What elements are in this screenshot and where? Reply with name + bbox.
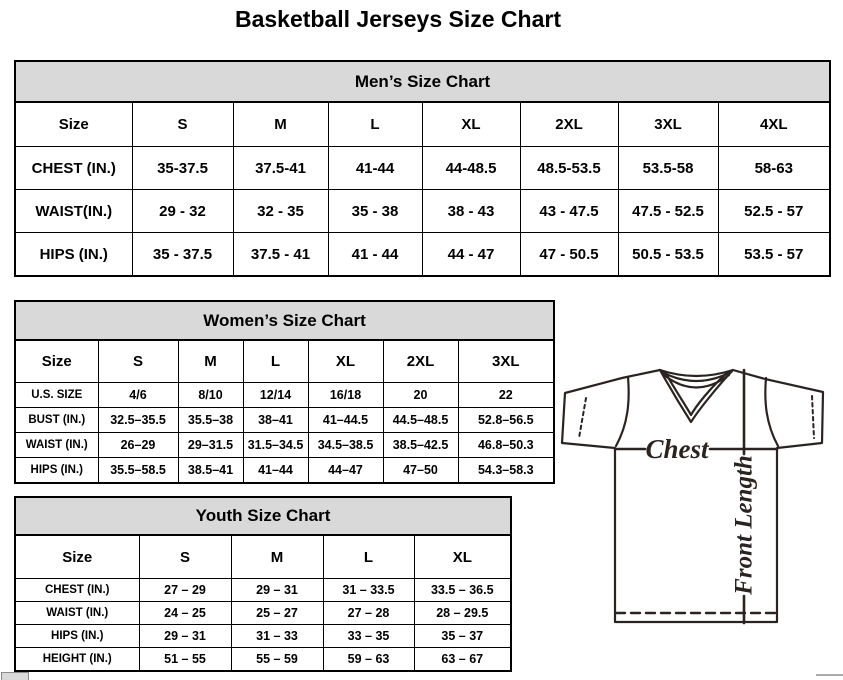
womens-value-cell: 46.8–50.3 xyxy=(458,433,554,458)
womens-table-caption: Women’s Size Chart xyxy=(15,301,554,340)
womens-value-cell: 41–44.5 xyxy=(308,408,383,433)
womens-value-cell: 52.8–56.5 xyxy=(458,408,554,433)
youth-row-label: WAIST (IN.) xyxy=(15,602,139,625)
youth-value-cell: 28 – 29.5 xyxy=(414,602,511,625)
youth-col-header: M xyxy=(231,535,323,579)
mens-size-header: Size xyxy=(15,102,132,147)
mens-table-caption: Men’s Size Chart xyxy=(15,61,830,102)
youth-table-caption: Youth Size Chart xyxy=(15,497,511,535)
youth-value-cell: 33.5 – 36.5 xyxy=(414,579,511,602)
womens-value-cell: 22 xyxy=(458,383,554,408)
womens-value-cell: 38–41 xyxy=(243,408,308,433)
womens-table-row xyxy=(15,408,554,433)
mens-value-cell: 29 - 32 xyxy=(132,190,233,233)
mens-value-cell: 47 - 50.5 xyxy=(520,233,618,277)
youth-value-cell: 35 – 37 xyxy=(414,625,511,648)
mens-row-label: CHEST (IN.) xyxy=(15,147,132,190)
mens-row-label: WAIST(IN.) xyxy=(15,190,132,233)
womens-value-cell: 44–47 xyxy=(308,458,383,484)
mens-value-cell: 53.5 - 57 xyxy=(718,233,830,277)
womens-value-cell: 26–29 xyxy=(98,433,178,458)
youth-col-header: L xyxy=(323,535,414,579)
mens-value-cell: 37.5-41 xyxy=(233,147,328,190)
mens-value-cell: 38 - 43 xyxy=(422,190,520,233)
youth-row-label: HIPS (IN.) xyxy=(15,625,139,648)
youth-value-cell: 55 – 59 xyxy=(231,648,323,672)
youth-value-cell: 51 – 55 xyxy=(139,648,231,672)
womens-col-header: 3XL xyxy=(458,340,554,383)
mens-value-cell: 35-37.5 xyxy=(132,147,233,190)
mens-value-cell: 52.5 - 57 xyxy=(718,190,830,233)
womens-row-label: HIPS (IN.) xyxy=(15,458,98,484)
mens-table-row xyxy=(15,233,830,277)
womens-value-cell: 41–44 xyxy=(243,458,308,484)
womens-value-cell: 34.5–38.5 xyxy=(308,433,383,458)
womens-value-cell: 38.5–42.5 xyxy=(383,433,458,458)
youth-value-cell: 25 – 27 xyxy=(231,602,323,625)
womens-col-header: 2XL xyxy=(383,340,458,383)
womens-size-header: Size xyxy=(15,340,98,383)
youth-table-row xyxy=(15,602,511,625)
womens-value-cell: 35.5–58.5 xyxy=(98,458,178,484)
womens-value-cell: 44.5–48.5 xyxy=(383,408,458,433)
mens-col-header: L xyxy=(328,102,422,147)
womens-table-row xyxy=(15,383,554,408)
womens-table-row xyxy=(15,433,554,458)
womens-value-cell: 12/14 xyxy=(243,383,308,408)
mens-col-header: 3XL xyxy=(618,102,718,147)
mens-table-row xyxy=(15,190,830,233)
youth-value-cell: 24 – 25 xyxy=(139,602,231,625)
mens-value-cell: 47.5 - 52.5 xyxy=(618,190,718,233)
youth-value-cell: 63 – 67 xyxy=(414,648,511,672)
mens-col-header: 4XL xyxy=(718,102,830,147)
womens-row-label: U.S. SIZE xyxy=(15,383,98,408)
youth-col-header: XL xyxy=(414,535,511,579)
mens-value-cell: 43 - 47.5 xyxy=(520,190,618,233)
jersey-icon xyxy=(558,362,843,667)
chest-label: Chest xyxy=(645,434,709,464)
youth-table-row xyxy=(15,625,511,648)
mens-value-cell: 41 - 44 xyxy=(328,233,422,277)
womens-col-header: M xyxy=(178,340,243,383)
youth-size-table xyxy=(14,496,512,672)
womens-col-header: XL xyxy=(308,340,383,383)
mens-value-cell: 44-48.5 xyxy=(422,147,520,190)
womens-value-cell: 47–50 xyxy=(383,458,458,484)
mens-col-header: S xyxy=(132,102,233,147)
mens-value-cell: 53.5-58 xyxy=(618,147,718,190)
mens-col-header: XL xyxy=(422,102,520,147)
youth-col-header: S xyxy=(139,535,231,579)
mens-value-cell: 50.5 - 53.5 xyxy=(618,233,718,277)
womens-col-header: S xyxy=(98,340,178,383)
mens-value-cell: 32 - 35 xyxy=(233,190,328,233)
womens-table-row xyxy=(15,458,554,484)
womens-row-label: BUST (IN.) xyxy=(15,408,98,433)
womens-value-cell: 16/18 xyxy=(308,383,383,408)
cropped-edge-fragment-right xyxy=(816,674,843,676)
youth-row-label: HEIGHT (IN.) xyxy=(15,648,139,672)
womens-size-table xyxy=(14,300,555,484)
womens-value-cell: 35.5–38 xyxy=(178,408,243,433)
womens-value-cell: 29–31.5 xyxy=(178,433,243,458)
womens-value-cell: 31.5–34.5 xyxy=(243,433,308,458)
youth-value-cell: 31 – 33 xyxy=(231,625,323,648)
youth-value-cell: 29 – 31 xyxy=(231,579,323,602)
youth-table-row xyxy=(15,648,511,672)
mens-value-cell: 35 - 37.5 xyxy=(132,233,233,277)
mens-table-row xyxy=(15,147,830,190)
womens-col-header: L xyxy=(243,340,308,383)
mens-value-cell: 41-44 xyxy=(328,147,422,190)
womens-value-cell: 20 xyxy=(383,383,458,408)
youth-value-cell: 59 – 63 xyxy=(323,648,414,672)
womens-value-cell: 54.3–58.3 xyxy=(458,458,554,484)
youth-size-header: Size xyxy=(15,535,139,579)
womens-value-cell: 32.5–35.5 xyxy=(98,408,178,433)
youth-value-cell: 27 – 29 xyxy=(139,579,231,602)
mens-value-cell: 58-63 xyxy=(718,147,830,190)
mens-value-cell: 37.5 - 41 xyxy=(233,233,328,277)
womens-value-cell: 8/10 xyxy=(178,383,243,408)
youth-value-cell: 27 – 28 xyxy=(323,602,414,625)
mens-value-cell: 48.5-53.5 xyxy=(520,147,618,190)
jersey-measurement-diagram xyxy=(558,362,843,667)
womens-row-label: WAIST (IN.) xyxy=(15,433,98,458)
front-length-label: Front Length xyxy=(730,455,758,595)
mens-size-table xyxy=(14,60,831,277)
mens-col-header: M xyxy=(233,102,328,147)
youth-value-cell: 29 – 31 xyxy=(139,625,231,648)
youth-row-label: CHEST (IN.) xyxy=(15,579,139,602)
page-title: Basketball Jerseys Size Chart xyxy=(234,6,561,32)
mens-value-cell: 44 - 47 xyxy=(422,233,520,277)
youth-value-cell: 31 – 33.5 xyxy=(323,579,414,602)
mens-col-header: 2XL xyxy=(520,102,618,147)
youth-table-row xyxy=(15,579,511,602)
youth-value-cell: 33 – 35 xyxy=(323,625,414,648)
mens-value-cell: 35 - 38 xyxy=(328,190,422,233)
womens-value-cell: 4/6 xyxy=(98,383,178,408)
mens-row-label: HIPS (IN.) xyxy=(15,233,132,277)
womens-value-cell: 38.5–41 xyxy=(178,458,243,484)
